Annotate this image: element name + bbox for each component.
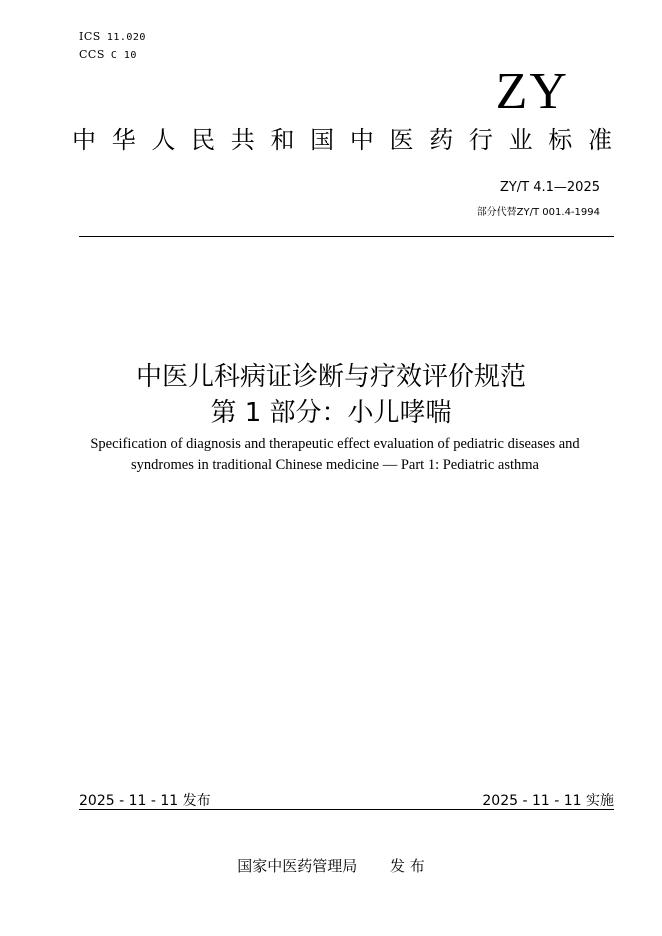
standard-category-char: 行 <box>468 126 493 154</box>
ccs-label: CCS <box>79 48 105 61</box>
header-divider <box>79 236 614 237</box>
standard-category-char: 药 <box>429 126 454 154</box>
standard-category-char: 共 <box>230 126 255 154</box>
title-en-line-1: Specification of diagnosis and therapeutic effect evaluation of pediatric diseases and <box>90 436 580 452</box>
standard-category-char: 和 <box>270 126 295 154</box>
standard-category-char: 中 <box>349 126 374 154</box>
standard-category-char: 标 <box>548 126 573 154</box>
footer-divider <box>79 809 614 810</box>
ccs-code: C 10 <box>110 50 137 61</box>
standard-category-char: 国 <box>310 126 335 154</box>
standard-category-title <box>72 128 612 152</box>
standard-category-char: 准 <box>587 126 612 154</box>
ccs-classification <box>79 48 137 61</box>
standard-category-char: 华 <box>111 126 136 154</box>
document-title-zh: 中医儿科病证诊断与疗效评价规范 <box>135 362 526 392</box>
standard-category-char: 人 <box>151 126 176 154</box>
standard-category-char: 医 <box>389 126 414 154</box>
document-subtitle-zh: 第 1 部分：小儿哮喘 <box>210 398 452 428</box>
replaces-note: 部分代替ZY/T 001.4-1994 <box>476 207 600 218</box>
document-title-en <box>60 434 610 476</box>
implementation-date: 2025 - 11 - 11 实施 <box>482 793 614 809</box>
ics-code: 11.020 <box>106 32 146 43</box>
title-en-line-2: syndromes in traditional Chinese medicine — Part 1: Pediatric asthma <box>131 457 539 473</box>
ics-classification <box>79 30 146 43</box>
release-date: 2025 - 11 - 11 发布 <box>79 793 211 809</box>
standard-category-char: 业 <box>508 126 533 154</box>
issuing-authority: 国家中医药管理局 <box>237 857 358 875</box>
issue-action: 发 布 <box>390 857 425 875</box>
standard-category-char: 中 <box>72 126 96 154</box>
ics-label: ICS <box>79 30 101 43</box>
zy-logo: ZY <box>495 63 569 120</box>
issuer-line <box>0 855 662 876</box>
standard-category-char: 民 <box>191 126 216 154</box>
standard-number: ZY/T 4.1—2025 <box>499 180 600 195</box>
